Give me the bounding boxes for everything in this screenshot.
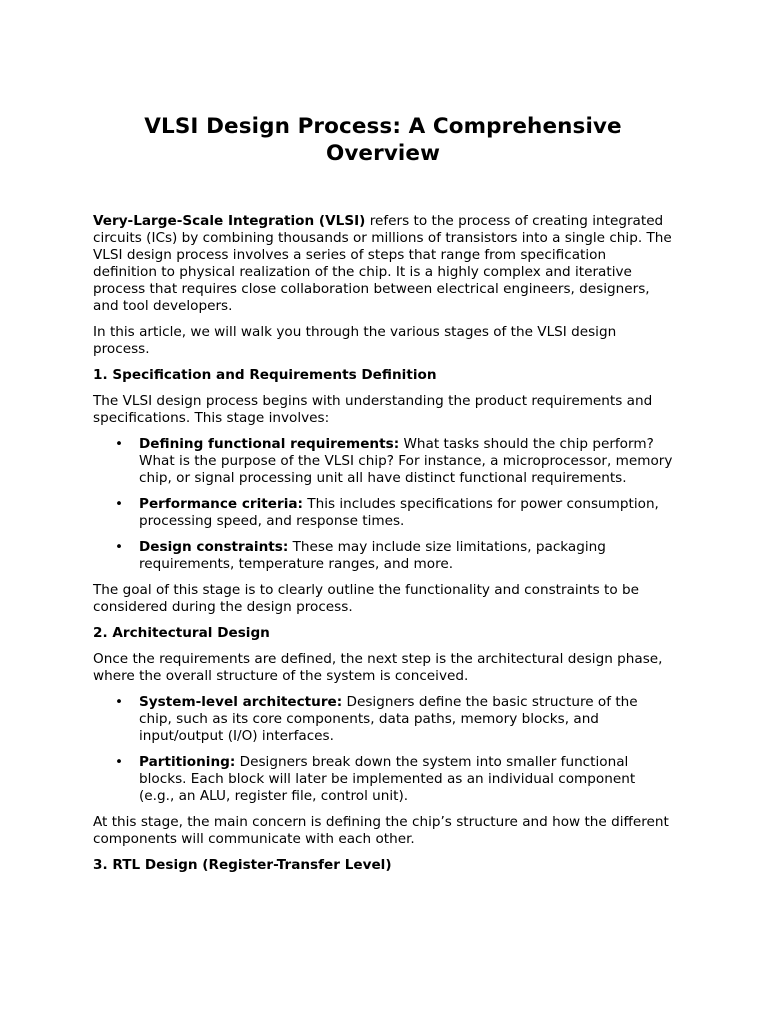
intro-text: refers to the process of creating integrated circuits (ICs) by combining thousands or millions of transistors into a single chip. The VLSI design process involves a series of steps that range from specification definition to physical realization of the chip. It is a highly complex and iterative process that requires close collaboration between electrical engineers, designers, and tool developers. bbox=[93, 213, 672, 314]
section-2-heading: 2. Architectural Design bbox=[93, 625, 270, 641]
list-item-term: System-level architecture: bbox=[139, 694, 343, 710]
list-item bbox=[115, 539, 673, 573]
list-item-term: Defining functional requirements: bbox=[139, 436, 400, 452]
bullet-icon: • bbox=[115, 754, 124, 770]
bullet-icon: • bbox=[115, 436, 124, 452]
bullet-icon: • bbox=[115, 694, 124, 710]
section-1-lead: The VLSI design process begins with understanding the product requirements and specifications. This stage involves: bbox=[93, 393, 653, 426]
list-item-text: Designers define the basic structure of the chip, such as its core components, data paths, memory blocks, and input/output (I/O) interfaces. bbox=[139, 694, 638, 744]
list-item-term: Design constraints: bbox=[139, 539, 289, 555]
intro-paragraph bbox=[93, 213, 673, 315]
section-1-closing: The goal of this stage is to clearly outline the functionality and constraints to be considered during the design process. bbox=[93, 582, 639, 615]
intro-paragraph-2: In this article, we will walk you through the various stages of the VLSI design process. bbox=[93, 324, 617, 357]
list-item bbox=[115, 436, 673, 487]
list-item bbox=[115, 754, 673, 805]
bullet-icon: • bbox=[115, 496, 124, 512]
list-item bbox=[115, 694, 673, 745]
list-item-term: Partitioning: bbox=[139, 754, 236, 770]
list-item-term: Performance criteria: bbox=[139, 496, 303, 512]
section-2-lead: Once the requirements are defined, the next step is the architectural design phase, where the overall structure of the system is conceived. bbox=[93, 651, 663, 684]
bullet-icon: • bbox=[115, 539, 124, 555]
list-item bbox=[115, 496, 673, 530]
list-item-text: What tasks should the chip perform? What is the purpose of the VLSI chip? For instance, a microprocessor, memory chip, or signal processing unit all have distinct functional requirements. bbox=[139, 436, 673, 486]
list-item-text: Designers break down the system into smaller functional blocks. Each block will later be implemented as an individual component (e.g., an ALU, register file, control unit). bbox=[139, 754, 636, 804]
document-page bbox=[93, 113, 673, 883]
list-item-text: These may include size limitations, packaging requirements, temperature ranges, and more. bbox=[139, 539, 606, 572]
document-title: VLSI Design Process: A Comprehensive Overview bbox=[144, 114, 622, 166]
intro-term: Very-Large-Scale Integration (VLSI) bbox=[93, 213, 366, 229]
section-2-closing: At this stage, the main concern is defining the chip’s structure and how the different components will communicate with each other. bbox=[93, 814, 669, 847]
section-1-heading: 1. Specification and Requirements Definition bbox=[93, 367, 437, 383]
section-2-list bbox=[93, 694, 673, 805]
list-item-text: This includes specifications for power consumption, processing speed, and response times. bbox=[139, 496, 659, 529]
section-3-heading: 3. RTL Design (Register-Transfer Level) bbox=[93, 857, 392, 873]
section-1-list bbox=[93, 436, 673, 573]
